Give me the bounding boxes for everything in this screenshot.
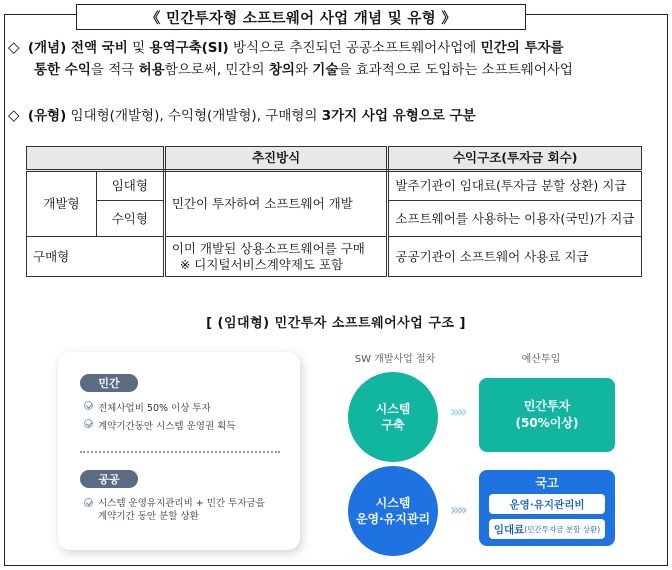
system-build-circle	[348, 372, 438, 462]
concept-text-7: 을 적극	[90, 62, 139, 78]
type-table	[26, 146, 642, 277]
private-investment-line-1: 민간투자	[523, 399, 571, 413]
public-label: 공공	[80, 470, 138, 488]
type-text-2: 임대형(개발형), 수익형(개발형), 구매형의	[66, 108, 322, 124]
concept-text-9: 함으로써, 민간의	[164, 62, 269, 78]
lease-type-cell: 임대형	[96, 171, 164, 201]
purchase-type-cell: 구매형	[27, 237, 165, 277]
budget-column-header: 예산투입	[521, 354, 561, 365]
lease-fee-sub: (민간투자금 분할 상환)	[524, 524, 601, 534]
system-operation-circle	[348, 466, 438, 556]
process-column-header: SW 개발사업 절차	[354, 354, 436, 365]
concept-text-5: 민간의 투자를	[480, 40, 564, 56]
national-treasury-box	[479, 470, 615, 546]
lease-fee-main: 임대료	[493, 523, 525, 536]
concept-paragraph	[8, 36, 664, 81]
concept-text-10: 창의	[268, 62, 295, 78]
page-title: 《 민간투자형 소프트웨어 사업 개념 및 유형 》	[76, 4, 526, 30]
national-treasury-title: 국고	[535, 476, 559, 490]
dev-group-cell: 개발형	[27, 171, 97, 237]
system-operation-line-2: 운영·유지관리	[355, 512, 431, 526]
concept-text-1: (개념) 전액 국비	[27, 40, 128, 56]
revenue-type-cell: 수익형	[96, 201, 164, 237]
lease-fee-chip	[489, 519, 605, 539]
concept-text-2: 및	[127, 40, 150, 56]
maintenance-cost-chip: 운영·유지관리비	[489, 494, 605, 514]
purchase-method-line-1: 이미 개발된 상용소프트웨어를 구매	[171, 240, 365, 256]
divider	[80, 451, 280, 453]
concept-text-6: 통한 수익	[34, 62, 91, 78]
private-investment-line-2: (50%이상)	[515, 416, 579, 430]
type-text-3: 3가지 사업 유형으로 구분	[321, 108, 476, 124]
system-operation-line-1: 시스템	[375, 496, 411, 510]
diamond-bullet-icon: ◇	[8, 106, 20, 124]
double-chevron-right-icon: »»	[450, 402, 465, 421]
private-label: 민간	[80, 374, 138, 392]
check-circle-icon	[84, 498, 93, 507]
type-text-1: (유형)	[27, 108, 67, 124]
concept-text-13: 을 효과적으로 도입하는 소프트웨어사업	[338, 62, 573, 78]
private-investment-box	[479, 378, 615, 452]
lease-income-cell: 발주기관이 임대료(투자금 분할 상환) 지급	[388, 171, 642, 201]
purchase-method-cell	[164, 237, 388, 277]
check-circle-icon	[84, 419, 93, 428]
double-chevron-right-icon: »»	[450, 500, 465, 519]
concept-text-11: 와	[294, 62, 313, 78]
purchase-method-line-2: ※ 디지털서비스계약제도 포함	[179, 256, 344, 272]
system-build-line-2: 구축	[381, 418, 405, 432]
table-header-empty	[27, 147, 165, 171]
diamond-bullet-icon: ◇	[8, 38, 20, 56]
table-row	[27, 171, 642, 201]
concept-text-3: 용역구축(SI)	[149, 40, 229, 56]
public-item-line-2: 계약기간 동안 분할 상환	[98, 511, 199, 522]
table-header-method: 추진방식	[164, 147, 388, 171]
system-build-line-1: 시스템	[375, 402, 411, 416]
list-item	[84, 497, 265, 523]
concept-text-12: 기술	[312, 62, 339, 78]
table-row	[27, 237, 642, 277]
type-paragraph	[8, 104, 664, 127]
revenue-income-cell: 소프트웨어를 사용하는 이용자(국민)가 지급	[388, 201, 642, 237]
purchase-income-cell: 공공기관이 소프트웨어 사용료 지급	[388, 237, 642, 277]
private-item-2: 계약기간동안 시스템 운영권 획득	[98, 421, 236, 432]
public-item-line-1: 시스템 운영유지관리비 + 민간 투자금을	[98, 498, 265, 509]
table-header-row	[27, 147, 642, 171]
check-circle-icon	[84, 401, 93, 410]
list-item	[84, 418, 236, 432]
roles-card	[58, 352, 300, 550]
list-item	[84, 400, 211, 414]
dev-method-cell: 민간이 투자하여 소프트웨어 개발	[164, 171, 388, 237]
private-item-1: 전체사업비 50% 이상 투자	[98, 403, 211, 414]
public-item	[98, 497, 265, 523]
diagram-title: [ (임대형) 민간투자 소프트웨어사업 구조 ]	[206, 316, 466, 331]
table-header-income: 수익구조(투자금 회수)	[388, 147, 642, 171]
concept-text-8: 허용	[138, 62, 165, 78]
concept-text-4: 방식으로 추진되던 공공소프트웨어사업에	[228, 40, 481, 56]
